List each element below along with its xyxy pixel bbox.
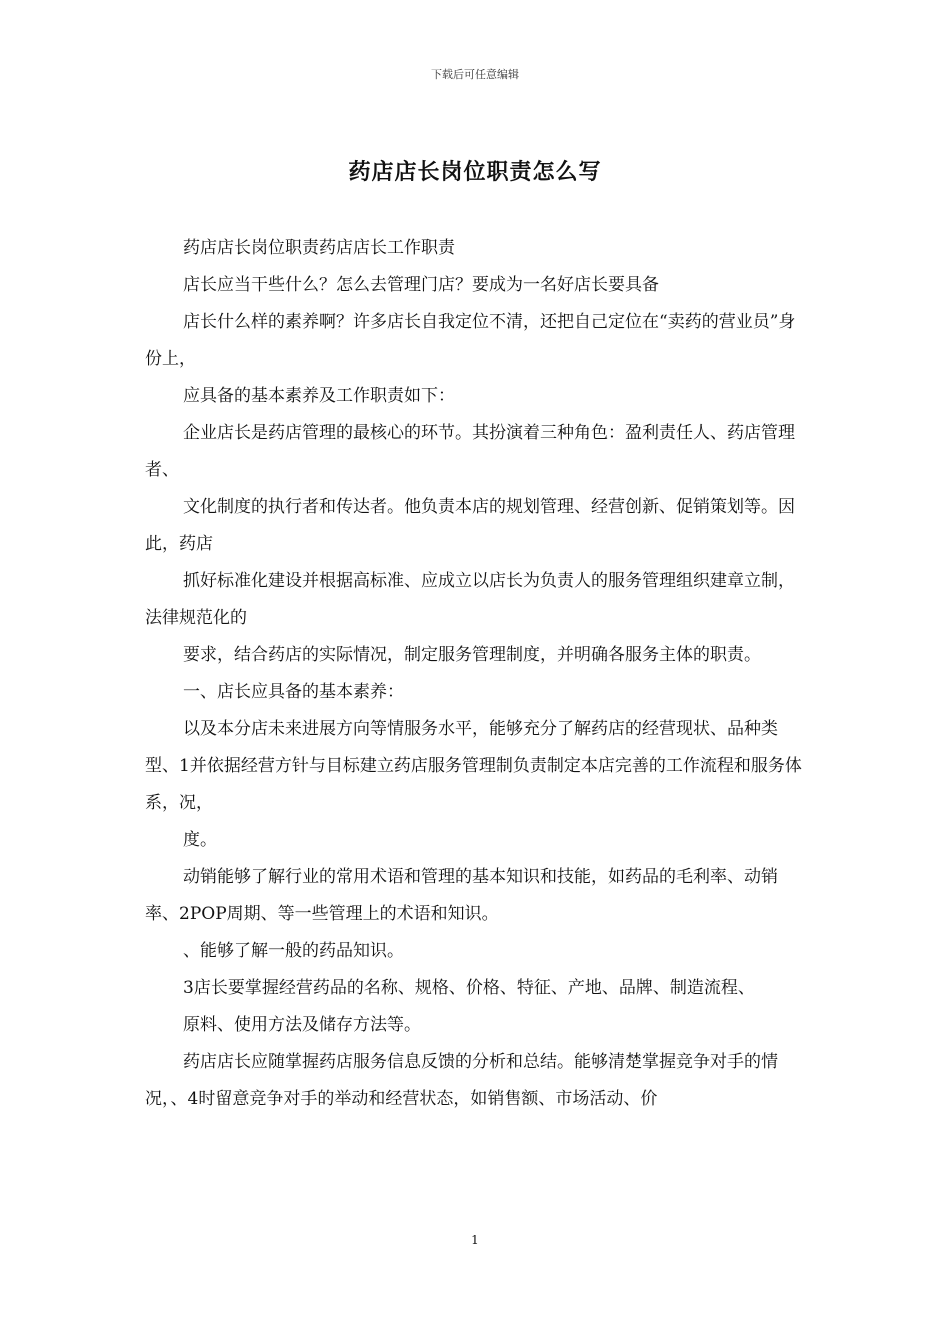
paragraph: 店长什么样的素养啊？许多店长自我定位不清，还把自己定位在“卖药的营业员”身份上， (145, 312, 796, 369)
section-heading: 一、店长应具备的基本素养： (183, 682, 404, 702)
paragraph: 药店店长应随掌握药店服务信息反馈的分析和总结。能够清楚掌握竞争对手的情况，、4时留意竞争对手的举动和经营状态，如销售额、市场活动、价 (145, 1052, 778, 1109)
paragraph: 抓好标准化建设并根据高标准、应成立以店长为负责人的服务管理组织建章立制，法律规范化的 (145, 571, 795, 628)
paragraph: 动销能够了解行业的常用术语和管理的基本知识和技能，如药品的毛利率、动销率、2POP周期、等一些管理上的术语和知识。 (145, 867, 778, 924)
paragraph: 以及本分店未来进展方向等情服务水平，能够充分了解药店的经营现状、品种类型、1并依据经营方针与目标建立药店服务管理制负责制定本店完善的工作流程和服务体系，况， (145, 719, 802, 813)
paragraph: 、能够了解一般的药品知识。 (183, 941, 404, 961)
document-body (145, 230, 807, 1118)
paragraph: 药店店长岗位职责药店店长工作职责 (183, 238, 455, 258)
paragraph: 企业店长是药店管理的最核心的环节。其扮演着三种角色：盈利责任人、药店管理者、 (145, 423, 795, 480)
paragraph: 原料、使用方法及储存方法等。 (183, 1015, 421, 1035)
paragraph: 度。 (183, 830, 217, 850)
paragraph: 要求，结合药店的实际情况，制定服务管理制度，并明确各服务主体的职责。 (183, 645, 761, 665)
paragraph: 店长应当干些什么？怎么去管理门店？要成为一名好店长要具备 (183, 275, 659, 295)
paragraph: 应具备的基本素养及工作职责如下： (183, 386, 455, 406)
document-title: 药店店长岗位职责怎么写 (348, 159, 602, 185)
page-number: 1 (471, 1233, 479, 1247)
page-header-note: 下载后可任意编辑 (431, 68, 519, 81)
paragraph: 3店长要掌握经营药品的名称、规格、价格、特征、产地、品牌、制造流程、 (183, 978, 755, 998)
paragraph: 文化制度的执行者和传达者。他负责本店的规划管理、经营创新、促销策划等。因此，药店 (145, 497, 795, 554)
